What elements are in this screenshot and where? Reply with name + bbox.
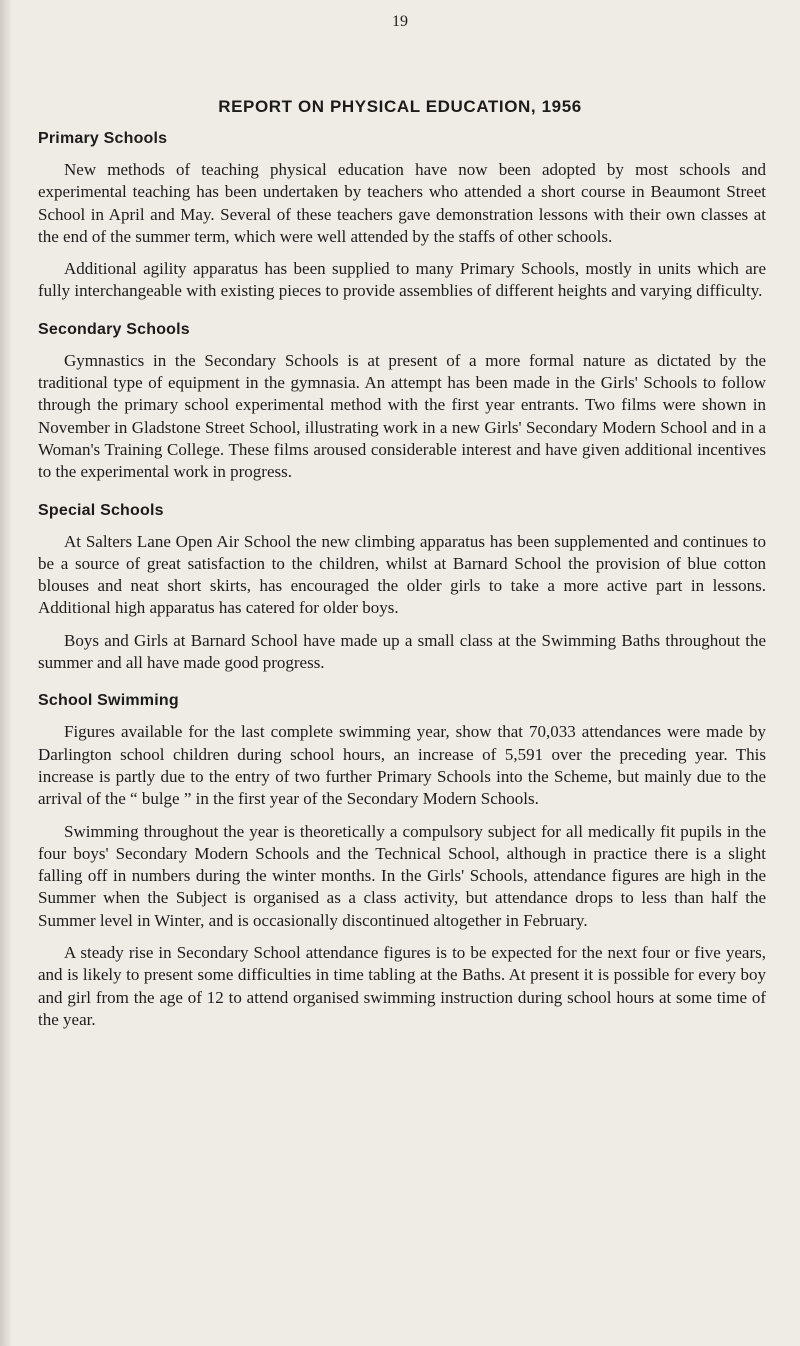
- paragraph: At Salters Lane Open Air School the new climbing apparatus has been supplemented and continues to be a source of great satisfaction to the children, whilst at Barnard School the provision of blue cotton blouses and neat short skirts, has encouraged the older girls to take a more active part in lessons. Additional high apparatus has catered for older boys.: [38, 531, 766, 618]
- section-heading: Secondary Schools: [38, 320, 190, 338]
- paragraph: A steady rise in Secondary School attendance figures is to be expected for the next four or five years, and is likely to present some difficulties in time tabling at the Baths. At present it is possible for every boy and girl from the age of 12 to attend organised swimming instruction during school hours at some time of the year.: [38, 943, 766, 1029]
- paragraph: Figures available for the last complete swimming year, show that 70,033 attendances were made by Darlington school children during school hours, an increase of 5,591 over the preceding year. This increase is partly due to the entry of two further Primary Schools into the Scheme, but mainly due to the arrival of the “ bulge ” in the first year of the Secondary Modern Schools.: [38, 722, 766, 809]
- paragraph: Boys and Girls at Barnard School have made up a small class at the Swimming Baths throughout the summer and all have made good progress.: [38, 630, 766, 673]
- section-school-swimming: [38, 692, 766, 1031]
- section-primary-schools: [38, 130, 766, 303]
- document-body: [38, 130, 766, 1049]
- paragraph: Gymnastics in the Secondary Schools is at present of a more formal nature as dictated by the traditional type of equipment in the gymnasia. An attempt has been made in the Girls' Schools to follow through the primary school experimental method with the first year entrants. Two films were shown in November in Gladstone Street School, illustrating work in a new Girls' Secondary Modern School and in a Woman's Training College. These films aroused considerable interest and have given additional incentives to the experimental work in progress.: [38, 350, 766, 482]
- paragraph: Additional agility apparatus has been supplied to many Primary Schools, mostly in units which are fully interchangeable with existing pieces to provide assemblies of different heights and varying difficulty.: [38, 259, 766, 301]
- report-title: REPORT ON PHYSICAL EDUCATION, 1956: [218, 97, 582, 116]
- page-edge-shadow: [0, 0, 12, 1346]
- page-number: 19: [392, 13, 408, 30]
- paragraph: New methods of teaching physical education have now been adopted by most schools and experimental teaching has been undertaken by teachers who attended a short course in Beaumont Street School in April and May. Several of these teachers gave demonstration lessons with their own classes at the end of the summer term, which were well attended by the staffs of other schools.: [38, 160, 766, 246]
- section-heading: School Swimming: [38, 692, 179, 710]
- section-heading: Special Schools: [38, 501, 164, 519]
- section-heading: Primary Schools: [38, 130, 168, 147]
- section-special-schools: [38, 502, 766, 675]
- paragraph: Swimming throughout the year is theoretically a compulsory subject for all medically fit pupils in the four boys' Secondary Modern Schools and the Technical School, although in practice there is a slight falling off in numbers during the winter months. In the Girls' Schools, attendance figures are high in the Summer when the Subject is organised as a class activity, but attendance drops to less than half the Summer level in Winter, and is occasionally discontinued altogether in February.: [38, 821, 766, 930]
- section-secondary-schools: [38, 321, 766, 484]
